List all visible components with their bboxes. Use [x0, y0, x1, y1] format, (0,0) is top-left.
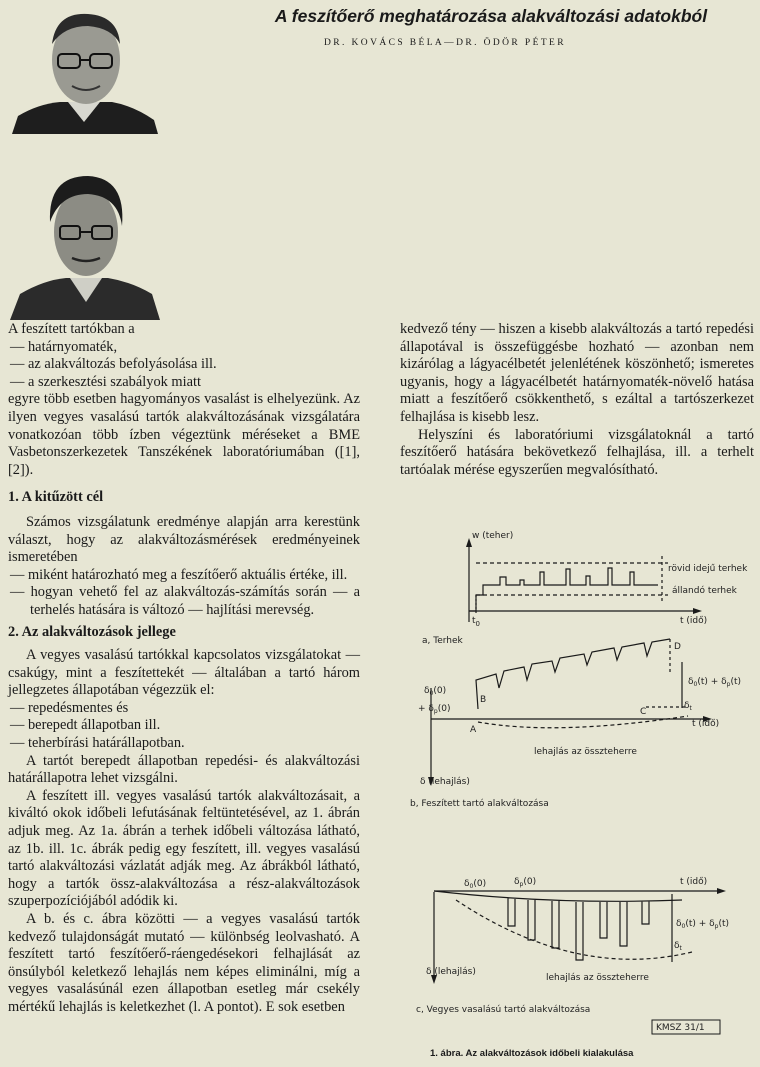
- fig-b-xlabel: t (idő): [692, 719, 720, 729]
- fig-c-total-label: lehajlás az összteherre: [546, 973, 649, 983]
- fig-c-ylabel: δ (lehajlás): [426, 967, 476, 977]
- section-2-item: — teherbírási határállapotban.: [10, 735, 185, 752]
- left-column: [8, 321, 360, 1017]
- fig-b-sum-label: $\delta_0(t) + \delta_p(t)$: [688, 677, 742, 688]
- fig-c-stamp: KMSZ 31/1: [656, 1023, 705, 1033]
- section-1-item: — miként határozható meg a feszítőerő aktuális értéke, ill.: [10, 566, 348, 583]
- section-2-heading: 2. Az alakváltozások jellege: [8, 623, 176, 640]
- intro-paragraph: egyre több esetben hagyományos vasalást is elhelyezünk. Az ilyen vegyes vasalású tartók alakváltozásának vizsgálatára vonatkozóan több ízben végeztünk méréseket a BME Vasbetonszerkezetek Tanszékének laboratóriumában ([1], [2]).: [8, 391, 360, 478]
- fig-b-point-d: D: [674, 642, 681, 652]
- fig-b-total-deflection-curve: [478, 716, 688, 728]
- fig-b-point-c: C: [640, 707, 647, 717]
- right-paragraph: Helyszíni és laboratóriumi vizsgálatoknál a tartó feszítőerő hatására bekövetkező felhajlása, ill. a terhelt tartóalak mérése egyszerűen megvalósítható.: [400, 426, 754, 478]
- author-photo-1: [8, 4, 160, 134]
- figure-1: [396, 522, 756, 1062]
- fig-a-load-line: [469, 568, 658, 611]
- fig-c-xlabel: t (idő): [680, 877, 708, 887]
- article-title: A feszítőerő meghatározása alakváltozási adatokból: [274, 6, 708, 26]
- fig-a-short-loads-label: rövid idejű terhek: [668, 564, 748, 574]
- fig-c-d0-label: $\delta_0(0)$: [464, 879, 487, 890]
- fig-b-point-b: B: [480, 695, 487, 705]
- fig-c-caption: c, Vegyes vasalású tartó alakváltozása: [416, 1005, 591, 1015]
- section-1-paragraph: Számos vizsgálatunk eredménye alapján arra kerestünk választ, hogy az alakváltozásmérések eredményeinek ismeretében: [8, 513, 360, 566]
- fig-b-caption: b, Feszített tartó alakváltozása: [410, 799, 549, 809]
- right-paragraph: kedvező tény — hiszen a kisebb alakváltozás a tartó repedési állapotával is összefüggésbe hozható — azonban nem kizárólag a lágyacélbetét jelenlétének köszönhető; ismeretes ugyanis, hogy a lágyacélbetét határnyomaték-növelő hatása miatt a feszítőerő csökkenthető, s ezáltal a tartószerkezet felhajlása is kisebb lesz.: [400, 321, 754, 425]
- fig-a-x-arrow: [693, 608, 702, 614]
- intro-item: — határnyomaték,: [10, 338, 118, 355]
- section-1-heading: 1. A kitűzött cél: [8, 489, 104, 506]
- fig-b-ylabel: δ (lehajlás): [420, 777, 470, 787]
- fig-a-xlabel: t (idő): [680, 616, 708, 626]
- fig-b-d0-label: $\delta_0(0)$: [424, 686, 447, 697]
- fig-c-total-deflection-curve: [456, 900, 692, 959]
- section-1-item: — hogyan vehető fel az alakváltozás-számítás során — a terhelés hatására is változó — hajlítási merevség.: [10, 584, 360, 618]
- fig-a-t0-label: $t_0$: [472, 616, 480, 628]
- fig-b-deflection-curve: [476, 639, 670, 709]
- section-2-paragraph: A tartót berepedt állapotban repedési- és alakváltozási határállapotra lehet vizsgálni.: [8, 752, 360, 787]
- section-2-paragraph: A feszített ill. vegyes vasalású tartók alakváltozásait, a kiváltó okok időbeli lefutásának feltüntetésével, az 1. ábrán adjuk meg. Az 1a. ábrán a terhek időbeli változása látható, az 1b. ill. 1c. ábrák pedig egy feszített, ill. vegyes vasalású tartó alakváltozási vázlatát adják meg. Az ábrákból látható, hogy a tartók össz-alakváltozása a rész-alakváltozások szuperpozíciójából adódik ki.: [8, 787, 360, 910]
- section-2-item: — berepedt állapotban ill.: [10, 717, 161, 734]
- article-authors: DR. KOVÁCS BÉLA—DR. ÖDÖR PÉTER: [324, 38, 566, 48]
- fig-c-sum-label: $\delta_0(t) + \delta_p(t)$: [676, 919, 730, 930]
- fig-c-deflection-curve: [434, 891, 682, 960]
- section-2-item: — repedésmentes és: [10, 699, 129, 716]
- fig-b-dt-label: $\delta_t$: [684, 701, 692, 712]
- fig-a-ylabel: w (teher): [472, 531, 514, 541]
- right-column: [400, 321, 754, 479]
- section-2-paragraph: A b. és c. ábra közötti — a vegyes vasalású tartók kedvező tulajdonságát mutató — különbség leolvasható. A feszített tartó feszítőerő-ráengedésekori felhajlását az önsúlyból keletkező lehajlás nem képes eliminálni, míg a vegyes vasalásúnál ezen állapotban esetleg már csekély mértékű lehajlás is keletkezhet (l. A pontot). E sok esetben: [8, 911, 360, 1015]
- fig-c-x-arrow: [717, 888, 726, 894]
- fig-a-caption: a, Terhek: [422, 636, 463, 646]
- fig-b-dp-label: + $\delta_p(0)$: [418, 704, 451, 715]
- intro-item: — az alakváltozás befolyásolása ill.: [10, 356, 217, 373]
- intro-item: — a szerkesztési szabályok miatt: [10, 373, 202, 390]
- fig-c-dt-label: $\delta_t$: [674, 941, 682, 952]
- fig-b-total-label: lehajlás az összteherre: [534, 747, 637, 757]
- figure-caption: 1. ábra. Az alakváltozások időbeli kialakulása: [430, 1048, 634, 1059]
- fig-c-dp-label: $\delta_p(0)$: [514, 877, 537, 888]
- section-2-paragraph: A vegyes vasalású tartókkal kapcsolatos vizsgálatokat — csakúgy, mint a feszítettekét — általában a tartó három jellegzetes állapotában végezzük el:: [8, 647, 360, 699]
- fig-b-point-a: A: [470, 725, 477, 735]
- author-photo-2: [8, 166, 160, 320]
- fig-a-permanent-label: állandó terhek: [672, 586, 737, 596]
- intro-text: A feszített tartókban a: [8, 321, 135, 337]
